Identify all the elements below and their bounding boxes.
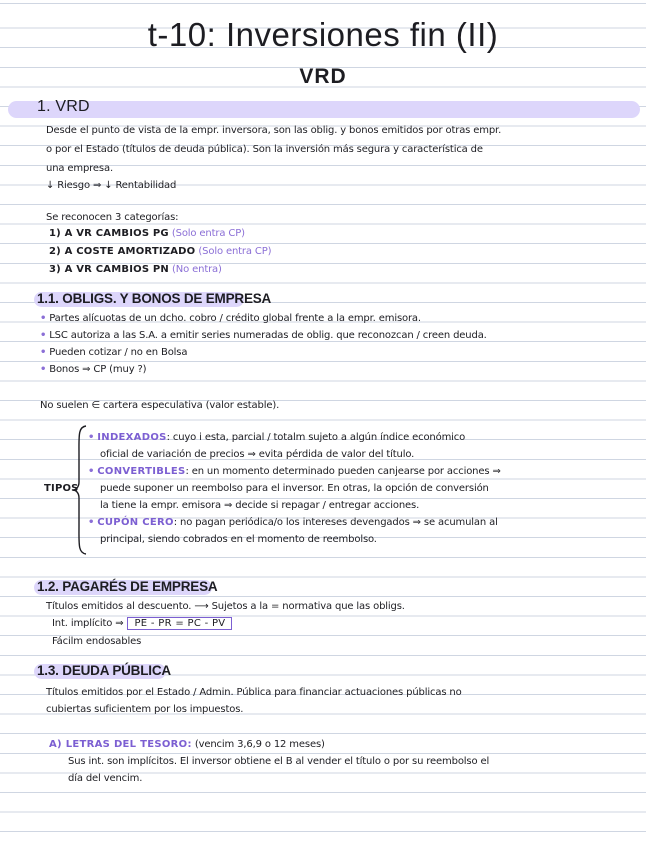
tipo-name: CONVERTIBLES bbox=[97, 466, 186, 477]
deuda-line: cubiertas suficientem por los impuestos. bbox=[46, 704, 244, 715]
deuda-line: Títulos emitidos por el Estado / Admin. Pública para financiar actuaciones públicas no bbox=[46, 687, 462, 698]
category-label: 3) A VR CAMBIOS PN bbox=[49, 264, 170, 275]
paragraph-line: o por el Estado (títulos de deuda pública). Son la inversión más segura y característica de bbox=[46, 144, 483, 155]
letras-title: A) LETRAS DEL TESORO: bbox=[49, 739, 192, 750]
category-note: (Solo entra CP) bbox=[198, 246, 272, 257]
tipo-line: oficial de variación de precios ⇒ evita pérdida de valor del título. bbox=[100, 449, 415, 460]
tipo-item: • INDEXADOS: cuyo i esta, parcial / totalm sujeto a algún índice económico bbox=[88, 432, 466, 443]
tipo-item: • CUPÓN CERO: no pagan periódica/o los intereses devengados ⇒ se acumulan al bbox=[88, 517, 498, 528]
tipo-line: puede suponer un reembolso para el inversor. En otras, la opción de conversión bbox=[100, 483, 489, 494]
curly-brace-icon bbox=[72, 424, 88, 556]
tipo-line: la tiene la empr. emisora ⇒ decide si repagar / entregar acciones. bbox=[100, 500, 420, 511]
paragraph-line: Desde el punto de vista de la empr. inversora, son las oblig. y bonos emitidos por otras empr. bbox=[46, 125, 502, 136]
letras-line: Sus int. son implícitos. El inversor obtiene el B al vender el título o por su reembolso el bbox=[68, 756, 490, 767]
tipo-name: CUPÓN CERO bbox=[97, 517, 174, 528]
note-line: No suelen ∈ cartera especulativa (valor estable). bbox=[40, 400, 280, 411]
category-label: 2) A COSTE AMORTIZADO bbox=[49, 246, 196, 257]
tipo-line: principal, siendo cobrados en el momento de reembolso. bbox=[100, 534, 377, 545]
bullet-item: • LSC autoriza a las S.A. a emitir series numeradas de oblig. que reconozcan / creen deuda. bbox=[40, 330, 487, 341]
section-highlight bbox=[8, 101, 640, 118]
category-label: 1) A VR CAMBIOS PG bbox=[49, 228, 169, 239]
categories-intro: Se reconocen 3 categorías: bbox=[46, 212, 179, 223]
category-note: (No entra) bbox=[172, 264, 222, 275]
riesgo-line: ↓ Riesgo ⇒ ↓ Rentabilidad bbox=[46, 180, 177, 191]
tipo-item: • CONVERTIBLES: en un momento determinado pueden canjearse por acciones ⇒ bbox=[88, 466, 501, 477]
category-item bbox=[49, 242, 271, 262]
bullet-item: • Pueden cotizar / no en Bolsa bbox=[40, 347, 188, 358]
section-heading-pagares: 1.2. PAGARÉS DE EMPRESA bbox=[37, 579, 218, 594]
section-heading-obligs: 1.1. OBLIGS. Y BONOS DE EMPRESA bbox=[37, 291, 272, 306]
paragraph-line: una empresa. bbox=[46, 163, 113, 174]
formula-box: PE - PR = PC - PV bbox=[127, 617, 232, 630]
bullet-item: • Partes alícuotas de un dcho. cobro / crédito global frente a la empr. emisora. bbox=[40, 313, 421, 324]
category-item bbox=[49, 260, 222, 280]
bullet-item: • Bonos ⇒ CP (muy ?) bbox=[40, 364, 147, 375]
pagares-formula-line: Int. implícito ⇒ PE - PR = PC - PV bbox=[52, 614, 232, 634]
tipos-label: TIPOS bbox=[44, 483, 79, 494]
pagares-line: Títulos emitidos al descuento. ⟶ Sujetos a la = normativa que las obligs. bbox=[46, 601, 405, 612]
page-subtitle: VRD bbox=[299, 65, 347, 88]
letras-line: día del vencim. bbox=[68, 773, 143, 784]
section-heading-deuda: 1.3. DEUDA PÚBLICA bbox=[37, 663, 171, 678]
category-note: (Solo entra CP) bbox=[171, 228, 245, 239]
letras-note: (vencim 3,6,9 o 12 meses) bbox=[194, 739, 325, 750]
pagares-line: Fácilm endosables bbox=[52, 636, 142, 647]
category-item bbox=[49, 224, 245, 244]
page-title: t-10: Inversiones fin (II) bbox=[147, 16, 499, 53]
tipo-name: INDEXADOS bbox=[97, 432, 167, 443]
section-heading-vrd: 1. VRD bbox=[37, 98, 90, 115]
